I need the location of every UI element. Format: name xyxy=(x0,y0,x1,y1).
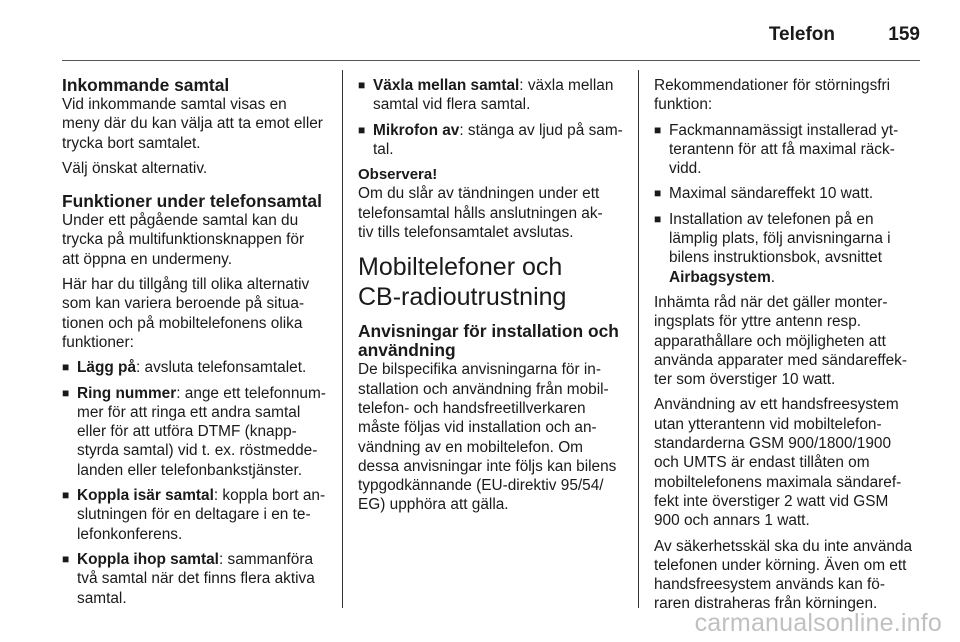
paragraph: Välj önskat alternativ. xyxy=(62,159,208,177)
paragraph: De bilspecifika anvisningarna för in- stallation och användning från mobil- telefon- och handsfreetillverkaren måste följas vid installation och an- vändning av en mobiltelefon. Om dessa anvisningar inte följs kan bilens typgodkännande (EU-direktiv 95/54/ EG) upphöra att gälla. xyxy=(358,361,617,514)
cross-reference: Airbagsystem xyxy=(669,268,771,286)
page-header xyxy=(62,18,920,61)
section-heading: Anvisningar för installation och användning xyxy=(358,321,619,361)
bullet-icon: ■ xyxy=(62,360,70,375)
list-item: ■ Växla mellan samtal: växla mellan samtal vid flera samtal. xyxy=(358,77,614,114)
list-item: ■ Ring nummer: ange ett telefonnum- mer för att ringa ett andra samtal eller för att utföra DTMF (knapp- styrda samtal) vid t. ex. röstmedde- landen eller telefonbankstjänster. xyxy=(62,384,326,479)
paragraph: Användning av ett handsfreesystem utan ytterantenn vid mobiltelefon- standarderna GSM 900/1800/1900 och UMTS är endast tillåten om mobiltelefonens maximala sändaref- fekt inte överstiger 2 watt vid GSM 900 och annars 1 watt. xyxy=(654,396,902,530)
bullet-icon: ■ xyxy=(358,78,366,92)
section-heading: Funktioner under telefonsamtal xyxy=(62,191,322,212)
bullet-icon: ■ xyxy=(62,488,70,503)
column-divider xyxy=(638,70,639,608)
column-2 xyxy=(358,76,623,521)
paragraph: Inhämta råd när det gäller monter- ingsplats för yttre antenn resp. apparathållare och möjligheten att använda apparater med sändareffek- ter som överstiger 10 watt. xyxy=(654,293,907,389)
paragraph: Under ett pågående samtal kan du trycka på multifunktionsknappen för att öppna en undermeny. xyxy=(62,212,305,268)
column-divider xyxy=(342,70,343,608)
list-item: ■ Fackmannamässigt installerad yt- terantenn för att få maximal räck- vidd. xyxy=(654,121,899,178)
paragraph: Av säkerhetsskäl ska du inte använda telefonen under körning. Även om ett handsfreesystem används kan fö- raren distraheras från körningen. xyxy=(654,537,913,613)
list-item: ■ Koppla isär samtal: koppla bort an- slutningen för en deltagare i en te- lefonkonferens. xyxy=(62,487,326,543)
paragraph: Här har du tillgång till olika alternativ som kan variera beroende på situa- tionen och på mobiltelefonens olika funktioner: xyxy=(62,276,310,351)
bullet-icon: ■ xyxy=(654,186,662,201)
column-3 xyxy=(654,76,920,620)
section-heading: Inkommande samtal xyxy=(62,75,230,95)
bullet-list xyxy=(654,121,920,287)
bullet-icon: ■ xyxy=(654,211,662,226)
list-item: ■ Installation av telefonen på en lämplig plats, följ anvisningarna i bilens instruktionsbok, avsnittet Airbagsystem. xyxy=(654,210,891,286)
note-title: Observera! xyxy=(358,166,438,184)
watermark: carmanualsonline.info xyxy=(694,609,942,637)
bullet-list xyxy=(358,76,623,159)
list-item: ■ Lägg på: avsluta telefonsamtalet. xyxy=(62,359,307,377)
paragraph: Vid inkommande samtal visas en meny där du kan välja att ta emot eller trycka bort samtalet. xyxy=(62,96,323,152)
bullet-icon: ■ xyxy=(358,122,366,137)
bullet-icon: ■ xyxy=(654,122,662,137)
bullet-icon: ■ xyxy=(62,385,70,400)
page-number: 159 xyxy=(888,24,920,45)
list-item: ■ Koppla ihop samtal: sammanföra två samtal när det finns flera aktiva samtal. xyxy=(62,550,315,607)
column-1 xyxy=(62,76,330,614)
bullet-list xyxy=(62,358,330,608)
header-title: Telefon xyxy=(768,24,835,45)
bullet-icon: ■ xyxy=(62,551,70,566)
chapter-heading: Mobiltelefoner och CB-radioutrustning xyxy=(358,253,567,312)
list-item: ■ Mikrofon av: stänga av ljud på sam- tal. xyxy=(358,121,623,158)
note-box: Observera! Om du slår av tändningen under ett telefonsamtal hålls anslutningen ak- tiv tills telefonsamtalet avslutas. xyxy=(358,165,620,242)
list-item: ■ Maximal sändareffekt 10 watt. xyxy=(654,185,874,203)
paragraph: Rekommendationer för störningsfri funktion: xyxy=(654,77,891,114)
